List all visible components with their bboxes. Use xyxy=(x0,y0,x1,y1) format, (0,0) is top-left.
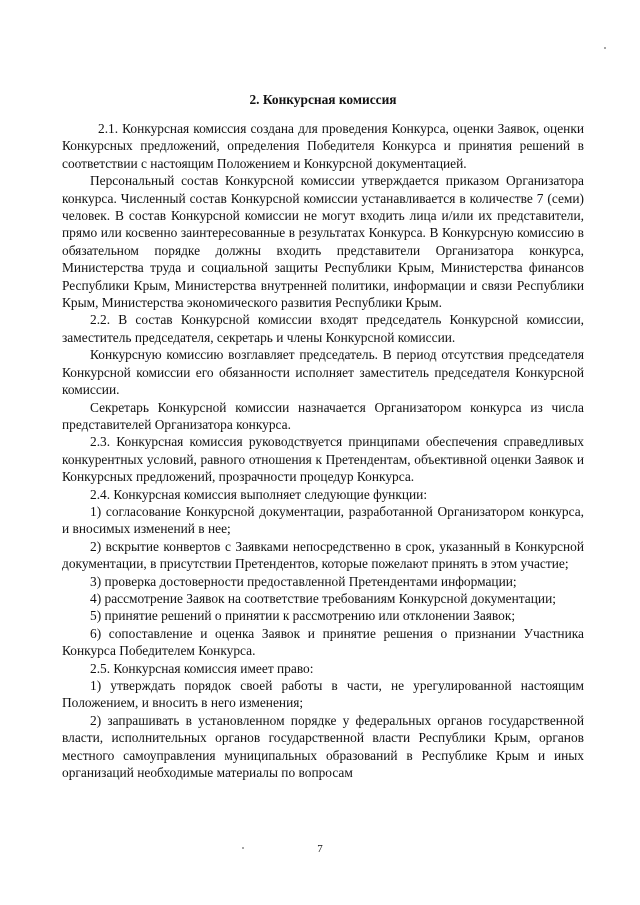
paragraph-personnel: Персональный состав Конкурсной комиссии утверждается приказом Организатора конкурса. Численный состав Конкурсной комиссии устанавливается в количестве 7 (семи) человек. В состав Конкурсной комиссии не могут входить лица и/или их представители, прямо или косвенно заинтересованные в результатах Конкурса. В Конкурсную комиссию в обязательном порядке должны входить представители Организатора конкурса, Министерства труда и социальной защиты Республики Крым, Министерства финансов Республики Крым, Министерства внутренней политики, информации и связи Республики Крым, Министерства экономического развития Республики Крым. xyxy=(62,173,584,311)
page-number: 7 xyxy=(317,843,323,855)
function-item-5: 5) принятие решений о принятии к рассмотрению или отклонении Заявок; xyxy=(90,608,516,624)
function-item-2: 2) вскрытие конвертов с Заявками непосредственно в срок, указанный в Конкурсной документации, в присутствии Претендентов, которые пожелают принять в этом участие; xyxy=(62,538,584,572)
paragraph-2-5: 2.5. Конкурсная комиссия имеет право: xyxy=(90,660,314,676)
paragraph-secretary: Секретарь Конкурсной комиссии назначается Организатором конкурса из числа представителей Организатора конкурса. xyxy=(62,399,584,432)
function-item-1: 1) согласование Конкурсной документации, разработанной Организатором конкурса, и вносимых изменений в нее; xyxy=(62,503,584,537)
function-item-3: 3) проверка достоверности предоставленной Претендентами информации; xyxy=(90,573,517,589)
function-item-6: 6) сопоставление и оценка Заявок и принятие решения о признании Участника Конкурса Победителем Конкурса. xyxy=(62,625,584,659)
paragraph-chairman: Конкурсную комиссию возглавляет председатель. В период отсутствия председателя Конкурсной комиссии его обязанности исполняет заместитель председателя Конкурсной комиссии. xyxy=(62,347,584,398)
paragraph-2-1: 2.1. Конкурсная комиссия создана для проведения Конкурса, оценки Заявок, оценки Конкурсных предложений, определения Победителя Конкурса и принятия решений в соответствии с настоящим Положением и Конкурсной документацией. xyxy=(62,121,584,171)
section-title: 2. Конкурсная комиссия xyxy=(249,92,397,107)
paragraph-2-3: 2.3. Конкурсная комиссия руководствуется принципами обеспечения справедливых конкурентных условий, равного отношения к Претендентам, объективной оценки Заявок и Конкурсных предложений, прозрачности процедур Конкурса. xyxy=(62,434,584,485)
scan-speck xyxy=(604,47,606,49)
right-item-1: 1) утверждать порядок своей работы в части, не урегулированной настоящим Положением, и вносить в него изменения; xyxy=(62,678,584,711)
paragraph-2-2: 2.2. В состав Конкурсной комиссии входят председатель Конкурсной комиссии, заместитель председателя, секретарь и члены Конкурсной комиссии. xyxy=(62,312,584,345)
right-item-2: 2) запрашивать в установленном порядке у федеральных органов государственной власти, исполнительных органов государственной власти Республики Крым, органов местного самоуправления муниципальных образований в Республике Крым и иных организаций необходимые материалы по вопросам xyxy=(62,712,584,781)
function-item-4: 4) рассмотрение Заявок на соответствие требованиям Конкурсной документации; xyxy=(90,590,556,606)
paragraph-2-4: 2.4. Конкурсная комиссия выполняет следующие функции: xyxy=(90,486,428,502)
document-body xyxy=(62,120,584,781)
